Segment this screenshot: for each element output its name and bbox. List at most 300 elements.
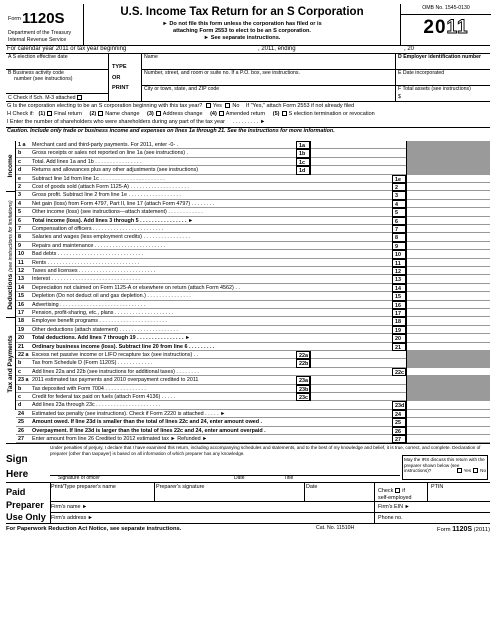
sign-title-label: Title bbox=[284, 475, 294, 482]
amount-field[interactable] bbox=[406, 326, 490, 334]
sign-here-label bbox=[6, 452, 50, 482]
shaded-cell bbox=[406, 141, 490, 149]
line-number: 27 bbox=[18, 436, 24, 442]
line-label: Overpayment. If line 23d is larger than the total of lines 22c and 24, enter amount overpaid . bbox=[32, 427, 266, 434]
form-1120s bbox=[6, 4, 490, 626]
street-field[interactable] bbox=[141, 70, 396, 86]
line-i-label: I Enter the number of shareholders who were shareholders during any part of the tax year bbox=[7, 119, 225, 125]
subtitle-line-3: ► See separate instructions. bbox=[203, 35, 281, 42]
line-label: Advertising . . . . . . . . . . . . . . . . . . . . . . . . . . . . . bbox=[32, 301, 146, 308]
amount-field[interactable] bbox=[406, 175, 490, 183]
line-number: 16 bbox=[18, 301, 24, 308]
ptin-field[interactable] bbox=[428, 483, 490, 502]
line-label: Cost of goods sold (attach Form 1125-A) . . . . . . . . . . . . . . . . . . . . bbox=[32, 184, 189, 190]
line-number: 26 bbox=[18, 427, 24, 434]
line-row-1c bbox=[16, 158, 490, 166]
if-label: if bbox=[402, 488, 405, 495]
line-label: Total. Add lines 1a and 1b . . . . . . . . . . . . . . . . bbox=[32, 158, 142, 165]
sign-word: Sign bbox=[6, 454, 28, 466]
amount-field[interactable] bbox=[406, 368, 490, 376]
line-ref: 27 bbox=[392, 435, 406, 443]
line-label: 2011 estimated tax payments and 2010 overpayment credited to 2011 bbox=[32, 377, 199, 384]
h1-num: (1) bbox=[38, 111, 46, 117]
print-name-label: Print/Type preparer's name bbox=[51, 484, 116, 491]
line-ref: 9 bbox=[392, 242, 406, 250]
omb-number: OMB No. 1545-0130 bbox=[401, 4, 491, 15]
line-label: Salaries and wages (less employment credits) . . . . . . . . . . . . . . . . bbox=[32, 234, 190, 241]
line-ref: 23d bbox=[392, 401, 406, 409]
amount-field[interactable] bbox=[406, 292, 490, 300]
line-row-17 bbox=[16, 309, 490, 317]
discuss-yes-checkbox[interactable] bbox=[457, 468, 462, 473]
line-label: Taxes and licenses . . . . . . . . . . . . . . . . . . . . . . . . . . bbox=[32, 268, 156, 274]
phone-label: Phone no. bbox=[378, 515, 403, 522]
line-number: b bbox=[18, 150, 22, 157]
amount-field[interactable] bbox=[406, 225, 490, 233]
line-row-1b bbox=[16, 149, 490, 157]
street-label: Number, street, and room or suite no. If a P.O. box, see instructions. bbox=[144, 70, 300, 76]
type-label: TYPE bbox=[112, 64, 127, 70]
shaded-cell bbox=[406, 158, 490, 166]
check-label: Check bbox=[378, 488, 394, 495]
line-label: Depreciation not claimed on Form 1125-A or elsewhere on return (attach Form 4562) . . bbox=[32, 284, 240, 291]
line-ref: 14 bbox=[392, 284, 406, 292]
line-label: Total income (loss). Add lines 3 through 5 . . . . . . . . . . . . . . . . ► bbox=[32, 217, 194, 224]
line-number: 13 bbox=[18, 276, 24, 283]
line-number: 1 a bbox=[18, 142, 26, 148]
line-ref: 26 bbox=[392, 427, 406, 435]
amended-return-checkbox[interactable] bbox=[219, 111, 224, 116]
line-ref: 1e bbox=[392, 175, 406, 183]
line-row-26 bbox=[16, 427, 490, 435]
line-row-23b bbox=[16, 385, 490, 393]
amount-field[interactable] bbox=[406, 410, 490, 418]
amount-field[interactable] bbox=[406, 217, 490, 225]
caution-text: Caution. Include only trade or business income and expenses on lines 1a through 21. See the instructions for more information. bbox=[7, 128, 335, 134]
deductions-label: Deductions bbox=[6, 273, 14, 310]
line-row-25 bbox=[16, 418, 490, 426]
line-label: Depletion (Do not deduct oil and gas depletion.) . . . . . . . . . . . . . . . bbox=[32, 293, 191, 300]
line-row-23d bbox=[16, 401, 490, 409]
amount-field[interactable] bbox=[406, 427, 490, 435]
line-i bbox=[6, 119, 490, 128]
s-election-label: A S election effective date bbox=[8, 54, 68, 60]
print-label: PRINT bbox=[112, 85, 129, 92]
line-label: Other income (loss) (see instructions—attach statement) . . . . . . . . . . . . bbox=[32, 209, 203, 216]
line-number: 17 bbox=[18, 310, 24, 316]
line-label: Bad debts . . . . . . . . . . . . . . . . . . . . . . . . . . . . . bbox=[32, 251, 144, 258]
amount-field[interactable] bbox=[406, 343, 490, 351]
inner-line-ref: 1c bbox=[296, 158, 310, 166]
inner-amount-field[interactable] bbox=[310, 376, 380, 384]
preparer-word: Preparer bbox=[6, 499, 44, 510]
paid-preparer-label bbox=[6, 486, 50, 523]
corp-name-field[interactable] bbox=[141, 54, 396, 70]
line-row-23c bbox=[16, 393, 490, 401]
discuss-no-label: No bbox=[480, 467, 486, 473]
amount-field[interactable] bbox=[406, 200, 490, 208]
inner-amount-field[interactable] bbox=[310, 149, 380, 157]
income-sidebar bbox=[6, 141, 16, 191]
line-label: Net gain (loss) from Form 4797, Part II, line 17 (attach Form 4797) . . . . . . . . bbox=[32, 200, 215, 207]
line-number: 9 bbox=[18, 242, 21, 249]
inner-amount-field[interactable] bbox=[310, 359, 380, 367]
inner-line-ref: 23c bbox=[296, 393, 310, 401]
inner-line-ref: 1d bbox=[296, 166, 310, 174]
line-number: 21 bbox=[18, 343, 24, 350]
amount-field[interactable] bbox=[406, 301, 490, 309]
line-label: Tax deposited with Form 7004 . . . . . . . . . . . . . . bbox=[32, 385, 146, 392]
line-number: b bbox=[18, 385, 22, 392]
city-label: City or town, state, and ZIP code bbox=[144, 86, 220, 92]
line-ref: 11 bbox=[392, 259, 406, 267]
line-row-4 bbox=[16, 200, 490, 208]
form-word: Form bbox=[8, 16, 21, 22]
line-g-label: G Is the corporation electing to be an S corporation beginning with this tax year? bbox=[7, 103, 203, 109]
line-number: b bbox=[18, 360, 22, 367]
s-election-termination-checkbox[interactable] bbox=[282, 111, 287, 116]
amount-field[interactable] bbox=[406, 250, 490, 258]
line-label: Enter amount from line 26 Credited to 2012 estimated tax ► Refunded ► bbox=[32, 436, 208, 442]
inner-line-ref: 23b bbox=[296, 385, 310, 393]
firm-ein-field[interactable] bbox=[375, 502, 490, 512]
shaded-cell bbox=[406, 166, 490, 174]
here-word: Here bbox=[6, 469, 29, 481]
line-row-3 bbox=[16, 191, 490, 199]
footer-form-year: (2011) bbox=[473, 527, 490, 534]
firm-name-row bbox=[50, 502, 490, 513]
line-label: Merchant card and third-party payments. For 2011, enter -0- . bbox=[32, 142, 179, 148]
line-row-27 bbox=[16, 435, 490, 443]
deductions-sidebar-label bbox=[7, 200, 15, 309]
irs-discuss-box bbox=[402, 455, 488, 480]
line-label: Ordinary business income (loss). Subtract line 20 from line 6 . . . . . . . . . bbox=[32, 343, 215, 350]
inner-line-ref: 1a bbox=[296, 141, 310, 149]
deductions-sublabel: (see instructions for limitations) bbox=[7, 200, 14, 272]
irs-discuss-text: May the IRS discuss this return with the preparer shown below (see instructions)? bbox=[404, 457, 485, 474]
paid-preparer-section bbox=[6, 483, 490, 524]
or-label: OR bbox=[112, 74, 121, 81]
line-number: 25 bbox=[18, 419, 24, 426]
omb-year-block bbox=[400, 4, 490, 46]
line-row-2 bbox=[16, 183, 490, 191]
shaded-cell bbox=[406, 359, 490, 367]
caution-note bbox=[6, 128, 490, 134]
date-incorporated-field[interactable] bbox=[396, 70, 490, 86]
line-label: Amount owed. If line 23d is smaller than the total of lines 22c and 24, enter amount owed . bbox=[32, 419, 263, 426]
preparer-name-field[interactable] bbox=[50, 483, 155, 502]
h4-num: (4) bbox=[210, 111, 217, 117]
line-number: 2 bbox=[18, 184, 21, 190]
line-ref: 4 bbox=[392, 200, 406, 208]
income-deductions-tax-section bbox=[6, 141, 490, 443]
line-ref: 18 bbox=[392, 317, 406, 325]
line-number: 23 a bbox=[18, 377, 29, 384]
line-row-22b bbox=[16, 359, 490, 367]
amount-field[interactable] bbox=[406, 334, 490, 342]
firm-name-field[interactable] bbox=[50, 502, 375, 513]
line-row-9 bbox=[16, 242, 490, 250]
amount-field[interactable] bbox=[406, 183, 490, 191]
line-label: Gross profit. Subtract line 2 from line 1e . . . . . . . . . . . . . . . . . . bbox=[32, 192, 181, 199]
preparer-date-field[interactable] bbox=[305, 483, 375, 502]
final-return-label: Final return bbox=[54, 111, 82, 117]
business-code-label-2: number (see instructions) bbox=[14, 75, 73, 82]
corp-name-label: Name bbox=[144, 54, 158, 60]
catalog-number: Cat. No. 11510H bbox=[316, 525, 355, 532]
inner-line-ref: 22b bbox=[296, 359, 310, 367]
sch-m3-check[interactable] bbox=[6, 94, 109, 102]
tax-year bbox=[401, 17, 491, 39]
inner-amount-field[interactable] bbox=[310, 393, 380, 401]
line-number: 10 bbox=[18, 251, 24, 258]
h5-num: (5) bbox=[272, 111, 280, 117]
line-row-23a bbox=[16, 376, 490, 384]
phone-field[interactable] bbox=[375, 513, 490, 523]
business-code-field[interactable] bbox=[6, 70, 109, 94]
line-label: Estimated tax penalty (see instructions). Check if Form 2220 is attached . . . . . ► bbox=[32, 410, 226, 417]
business-code-label-1: B Business activity code bbox=[8, 70, 64, 76]
firm-address-row bbox=[50, 513, 490, 524]
year-suffix: 11 bbox=[446, 17, 469, 38]
amount-field[interactable] bbox=[406, 191, 490, 199]
dollar-sign: $ bbox=[398, 93, 401, 100]
line-number: 7 bbox=[18, 226, 21, 232]
line-row-7 bbox=[16, 225, 490, 233]
line-ref: 2 bbox=[392, 183, 406, 191]
line-row-1d bbox=[16, 166, 490, 174]
form-number: 1120S bbox=[22, 10, 65, 27]
department bbox=[8, 30, 71, 43]
footer-form-id bbox=[437, 526, 490, 534]
line-number: 8 bbox=[18, 234, 21, 241]
line-row-21 bbox=[16, 343, 490, 351]
discuss-no-checkbox[interactable] bbox=[473, 468, 478, 473]
line-number: c bbox=[18, 368, 21, 375]
line-i-dots: . . . . . . . . . ► bbox=[232, 119, 266, 125]
ein-label: D Employer identification number bbox=[398, 54, 482, 60]
amount-field[interactable] bbox=[406, 317, 490, 325]
firm-address-field[interactable] bbox=[50, 513, 375, 524]
ptin-label: PTIN bbox=[431, 484, 444, 491]
line-ref: 22c bbox=[392, 368, 406, 376]
line-ref: 19 bbox=[392, 326, 406, 334]
income-sidebar-label: Income bbox=[6, 154, 14, 178]
line-label: Gross receipts or sales not reported on line 1a (see instructions) . bbox=[32, 150, 189, 157]
line-ref: 20 bbox=[392, 334, 406, 342]
line-label: Add lines 22a and 22b (see instructions for additional taxes) . . . . . . . . bbox=[32, 368, 199, 375]
amount-field[interactable] bbox=[406, 435, 490, 443]
line-row-13 bbox=[16, 275, 490, 283]
line-label: Returns and allowances plus any other adjustments (see instructions) bbox=[32, 167, 198, 174]
line-number: 14 bbox=[18, 284, 24, 291]
use-only-word: Use Only bbox=[6, 512, 46, 523]
line-label: Add lines 23a through 23c . . . . . . . . . . . . . . . . . . . . . . bbox=[32, 402, 161, 409]
form-id-block bbox=[6, 4, 84, 46]
sign-here-section bbox=[6, 443, 490, 483]
line-row-16 bbox=[16, 301, 490, 309]
amount-field[interactable] bbox=[406, 267, 490, 275]
line-ref: 25 bbox=[392, 418, 406, 426]
amount-field[interactable] bbox=[406, 284, 490, 292]
line-row-14 bbox=[16, 284, 490, 292]
line-ref: 17 bbox=[392, 309, 406, 317]
address-change-label: Address change bbox=[162, 111, 203, 117]
shaded-cell bbox=[406, 385, 490, 393]
h3-num: (3) bbox=[147, 111, 154, 117]
penalty-statement: Under penalties of perjury, I declare that I have examined this return, including accompanying schedules and statements, and to the best of my knowledge and belief, it is true, correct, and complete. Declaration of preparer (other than taxpayer) is based on all information of which preparer has any knowledge. bbox=[50, 445, 481, 456]
line-row-1e bbox=[16, 175, 490, 183]
line-ref: 8 bbox=[392, 233, 406, 241]
line-row-22c bbox=[16, 368, 490, 376]
sch-m3-label: C Check if Sch. M-3 attached bbox=[8, 95, 76, 101]
city-field[interactable] bbox=[141, 86, 396, 102]
final-return-checkbox[interactable] bbox=[47, 111, 52, 116]
line-number: 18 bbox=[18, 318, 24, 325]
paid-word: Paid bbox=[6, 487, 26, 498]
line-label: Rents . . . . . . . . . . . . . . . . . . . . . . . . . . . . . . . bbox=[32, 259, 139, 266]
amount-field[interactable] bbox=[406, 309, 490, 317]
line-label: Employee benefit programs . . . . . . . . . . . . . . . . . . . . . . . bbox=[32, 318, 167, 325]
inner-amount-field[interactable] bbox=[310, 351, 380, 359]
firm-ein-label: Firm's EIN ► bbox=[378, 504, 410, 511]
line-row-6 bbox=[16, 217, 490, 225]
preparer-signature-field[interactable] bbox=[155, 483, 305, 502]
amount-field[interactable] bbox=[406, 233, 490, 241]
line-row-10 bbox=[16, 250, 490, 258]
line-h-label: H Check if: bbox=[7, 111, 34, 117]
shaded-cell bbox=[406, 393, 490, 401]
tax-payments-sidebar-label: Tax and Payments bbox=[6, 335, 14, 393]
line-g-tail: If "Yes," attach Form 2553 if not already filed bbox=[245, 103, 355, 109]
line-g-no-checkbox[interactable] bbox=[225, 103, 230, 108]
line-ref: 12 bbox=[392, 267, 406, 275]
subtitle-line-1: ► Do not file this form unless the corporation has filed or is bbox=[162, 21, 322, 28]
entity-info-blocks bbox=[6, 54, 490, 102]
h2-num: (2) bbox=[89, 111, 97, 117]
form-footer bbox=[6, 526, 490, 536]
line-number: 22 a bbox=[18, 352, 29, 358]
line-number: c bbox=[18, 158, 21, 165]
name-change-checkbox[interactable] bbox=[98, 111, 103, 116]
line-row-5 bbox=[16, 208, 490, 216]
line-h bbox=[6, 111, 490, 117]
type-or-print bbox=[109, 54, 141, 94]
form-header bbox=[6, 4, 490, 46]
s-election-termination-label: S election termination or revocation bbox=[288, 111, 375, 117]
inner-amount-field[interactable] bbox=[310, 141, 380, 149]
line-number: 6 bbox=[18, 217, 21, 224]
line-ref: 5 bbox=[392, 208, 406, 216]
line-ref: 10 bbox=[392, 250, 406, 258]
sch-m3-checkbox[interactable] bbox=[77, 95, 82, 100]
firm-name-label: Firm's name ► bbox=[51, 504, 88, 511]
line-row-11 bbox=[16, 259, 490, 267]
shaded-cell bbox=[406, 149, 490, 157]
amount-field[interactable] bbox=[406, 418, 490, 426]
form-subtitle bbox=[84, 21, 400, 42]
tax-payments-sidebar bbox=[6, 317, 16, 409]
line-row-12 bbox=[16, 267, 490, 275]
line-row-1a bbox=[16, 141, 490, 149]
amended-return-label: Amended return bbox=[225, 111, 266, 117]
line-label: Subtract line 1d from line 1c . . . . . . . . . . . . . . . . . . . . . . bbox=[32, 175, 165, 182]
preparer-signature-label: Preparer's signature bbox=[156, 484, 205, 491]
total-assets-field[interactable] bbox=[396, 86, 490, 102]
line-number: 15 bbox=[18, 293, 24, 300]
subtitle-line-2: attaching Form 2553 to elect to be an S corporation. bbox=[172, 28, 311, 35]
title-block bbox=[84, 4, 400, 46]
line-number: 20 bbox=[18, 335, 24, 342]
line-label: Pension, profit-sharing, etc., plans . . . . . . . . . . . . . . . . . . . . bbox=[32, 310, 174, 316]
line-g-no: No bbox=[232, 103, 240, 109]
amount-field[interactable] bbox=[406, 401, 490, 409]
preparer-date-label: Date bbox=[306, 484, 318, 491]
line-number: 4 bbox=[18, 200, 21, 207]
self-employed-checkbox[interactable] bbox=[395, 488, 400, 493]
address-change-checkbox[interactable] bbox=[156, 111, 161, 116]
line-label: Compensation of officers . . . . . . . . . . . . . . . . . . . . . . . . bbox=[32, 226, 164, 232]
paperwork-notice: For Paperwork Reduction Act Notice, see separate instructions. bbox=[6, 526, 182, 533]
line-ref: 13 bbox=[392, 275, 406, 283]
line-row-15 bbox=[16, 292, 490, 300]
line-number: e bbox=[18, 175, 21, 182]
calendar-label: For calendar year 2011 or tax year beginning bbox=[7, 46, 127, 52]
amount-field[interactable] bbox=[406, 275, 490, 283]
preparer-name-row bbox=[50, 483, 490, 502]
year-prefix: 20 bbox=[423, 17, 447, 38]
line-ref: 21 bbox=[392, 343, 406, 351]
shaded-cell bbox=[406, 351, 490, 359]
total-assets-label: F Total assets (see instructions) bbox=[398, 86, 471, 92]
inner-amount-field[interactable] bbox=[310, 385, 380, 393]
line-label: Repairs and maintenance . . . . . . . . . . . . . . . . . . . . . . . . bbox=[32, 242, 166, 249]
inner-line-ref: 22a bbox=[296, 351, 310, 359]
line-label: Excess net passive income or LIFO recapture tax (see instructions) . . bbox=[32, 352, 199, 358]
ein-field[interactable] bbox=[396, 54, 490, 70]
discuss-yes-label: Yes bbox=[463, 467, 472, 473]
line-ref: 6 bbox=[392, 217, 406, 225]
inner-amount-field[interactable] bbox=[310, 166, 380, 174]
self-employed-field[interactable] bbox=[375, 483, 428, 502]
self-employed-label: self-employed bbox=[378, 494, 412, 501]
line-label: Total deductions. Add lines 7 through 19 . . . . . . . . . . . . . . . . ► bbox=[32, 335, 191, 342]
line-row-8 bbox=[16, 233, 490, 241]
line-number: 24 bbox=[18, 410, 24, 417]
line-number: c bbox=[18, 394, 21, 400]
line-g bbox=[6, 103, 490, 109]
line-number: 5 bbox=[18, 209, 21, 216]
deductions-sidebar bbox=[6, 191, 16, 317]
amount-field[interactable] bbox=[406, 242, 490, 250]
officer-signature-label: Signature of officer bbox=[58, 475, 100, 482]
line-row-22a bbox=[16, 351, 490, 359]
name-change-label: Name change bbox=[105, 111, 140, 117]
signature-line[interactable] bbox=[50, 475, 400, 476]
inner-amount-field[interactable] bbox=[310, 158, 380, 166]
inner-line-ref: 1b bbox=[296, 149, 310, 157]
line-ref: 24 bbox=[392, 410, 406, 418]
form-title: U.S. Income Tax Return for an S Corporation bbox=[120, 6, 364, 18]
amount-field[interactable] bbox=[406, 208, 490, 216]
firm-address-label: Firm's address ► bbox=[51, 515, 94, 522]
calendar-ending: , 2011, ending bbox=[258, 46, 296, 52]
amount-field[interactable] bbox=[406, 259, 490, 267]
line-label: Credit for federal tax paid on fuels (attach Form 4136) . . . . . bbox=[32, 394, 176, 400]
dept-line-1: Department of the Treasury bbox=[8, 30, 72, 36]
line-g-yes-checkbox[interactable] bbox=[206, 103, 211, 108]
s-election-date-field[interactable] bbox=[6, 54, 109, 70]
